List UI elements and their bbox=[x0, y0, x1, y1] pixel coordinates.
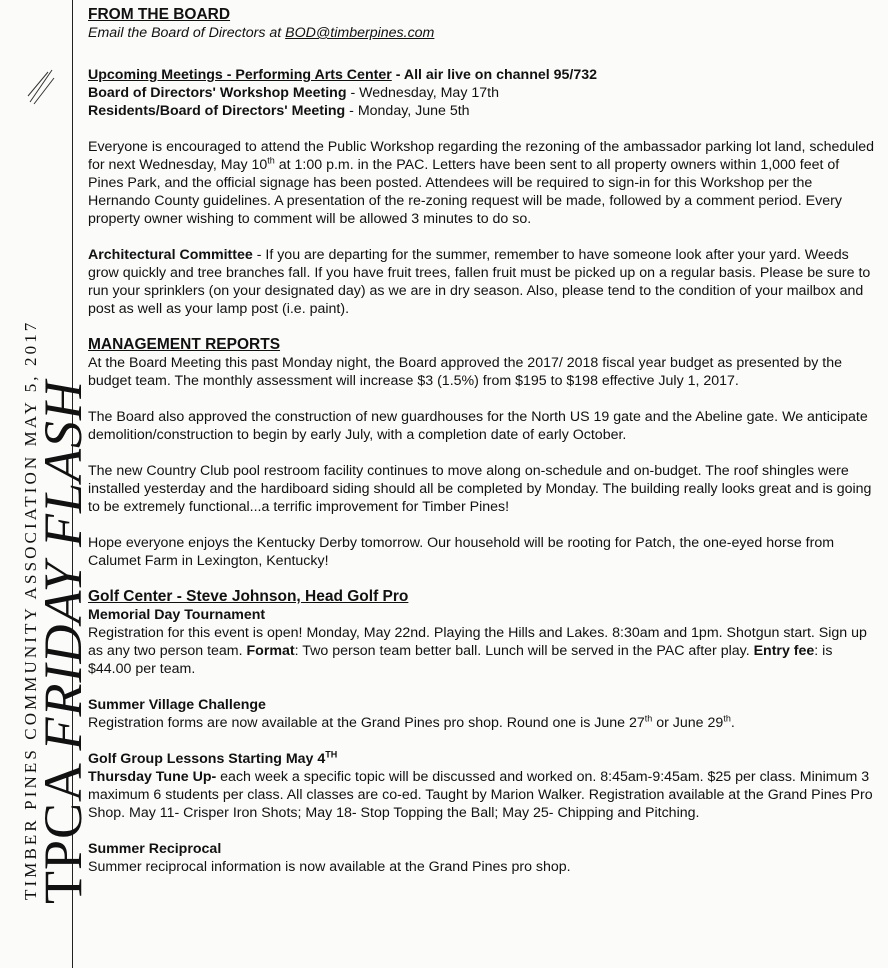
workshop-text-a: Everyone is encouraged to attend the Public Workshop regarding the rezoning of the ambassador parking lot land, scheduled for next Wednesday, May 10 bbox=[88, 139, 875, 173]
summer-challenge-paragraph bbox=[88, 714, 878, 732]
architectural-text: - If you are departing for the summer, remember to have someone look after your yard. Weeds grow quickly and tree branches fall. If you have fruit trees, fallen fruit must be picked up on a regular basis. Please be sure to run your sprinklers (on your designated day) as we are in dry season. Also, please tend to the condition of your mailbox and post as well as your lamp post (i.e. paint). bbox=[88, 247, 871, 317]
meeting-2-date: - Monday, June 5th bbox=[345, 103, 470, 119]
summer-sup-2: th bbox=[723, 713, 731, 724]
workshop-paragraph bbox=[88, 138, 878, 228]
architectural-paragraph bbox=[88, 246, 878, 318]
meetings-heading: Upcoming Meetings - Performing Arts Center bbox=[88, 67, 392, 83]
lessons-title bbox=[88, 750, 878, 768]
memorial-title: Memorial Day Tournament bbox=[88, 607, 266, 623]
masthead-sidebar bbox=[0, 0, 93, 968]
management-heading: MANAGEMENT REPORTS bbox=[88, 336, 281, 353]
meeting-2-name: Residents/Board of Directors' Meeting bbox=[88, 103, 346, 119]
memorial-text-c: : is $44.00 per team. bbox=[88, 643, 833, 677]
meeting-1 bbox=[88, 84, 878, 102]
workshop-text-b: at 1:00 p.m. in the PAC. Letters have been sent to all property owners within 1,000 feet of Pines Park, and the official signage has been posted. Attendees will be required to sign-in for this Workshop per the Hernando County guidelines. A presentation of the re-zoning request will be made, followed by a comment period. Every property owner wishing to comment will be allowed 3 minutes to do so. bbox=[88, 157, 842, 227]
golf-heading: Golf Center - Steve Johnson, Head Golf Pro bbox=[88, 588, 409, 605]
management-para-1: At the Board Meeting this past Monday night, the Board approved the 2017/ 2018 fiscal year budget as presented by the budget team. The monthly assessment will increase $3 (1.5%) from $195 to $198 effective July 1, 2017. bbox=[88, 355, 843, 389]
management-para-3: The new Country Club pool restroom facility continues to move along on-schedule and on-budget. The roof shingles were installed yesterday and the hardiboard siding should all be completed by Monday. The building really looks great and is going to be extremely functional...a terrific improvement for Timber Pines! bbox=[88, 463, 872, 515]
board-heading: FROM THE BOARD bbox=[88, 6, 231, 23]
masthead-title-part2: FRIDAY FLASH bbox=[33, 379, 93, 751]
meeting-1-date: - Wednesday, May 17th bbox=[346, 85, 499, 101]
memorial-text-a: Registration for this event is open! Monday, May 22nd. Playing the Hills and Lakes. 8:30am and 1pm. Shotgun start. Sign up as any two person team. bbox=[88, 625, 867, 659]
newsletter-body bbox=[88, 6, 878, 876]
memorial-text-b: : Two person team better ball. Lunch will be served in the PAC after play. bbox=[294, 643, 754, 659]
board-email-link[interactable]: BOD@timberpines.com bbox=[285, 25, 435, 41]
lessons-title-sup: TH bbox=[325, 749, 338, 760]
summer-challenge-title: Summer Village Challenge bbox=[88, 697, 266, 713]
entry-fee-label: Entry fee bbox=[753, 643, 815, 659]
meeting-2 bbox=[88, 102, 878, 120]
management-para-4: Hope everyone enjoys the Kentucky Derby tomorrow. Our household will be rooting for Patch, the one-eyed horse from Calumet Farm in Lexington, Kentucky! bbox=[88, 535, 835, 569]
lessons-paragraph bbox=[88, 768, 878, 822]
summer-text-b: or June 29 bbox=[652, 715, 724, 731]
summer-text-a: Registration forms are now available at the Grand Pines pro shop. Round one is June 27 bbox=[88, 715, 645, 731]
management-para-2: The Board also approved the construction of new guardhouses for the North US 19 gate and the Abeline gate. We anticipate demolition/construction to begin by early July, with a completion date of early October. bbox=[88, 409, 868, 443]
meeting-1-name: Board of Directors' Workshop Meeting bbox=[88, 85, 347, 101]
tune-up-text: each week a specific topic will be discussed and worked on. 8:45am-9:45am. $25 per class. Minimum 3 maximum 6 students per class. All classes are co-ed. Taught by Marion Walker. Registration available at the Grand Pines Pro Shop. May 11- Crisper Iron Shots; May 18- Stop Topping the Ball; May 25- Chipping and Pitching. bbox=[88, 769, 873, 821]
masthead-title bbox=[33, 379, 93, 904]
summer-sup-1: th bbox=[644, 713, 653, 724]
masthead-title-part1: TPCA bbox=[33, 750, 93, 904]
board-email-line bbox=[88, 24, 878, 42]
email-prefix: Email the Board of Directors at bbox=[88, 25, 286, 41]
masthead-org-line: TIMBER PINES COMMUNITY ASSOCIATION MAY 5, 2017 bbox=[21, 319, 40, 900]
memorial-paragraph bbox=[88, 624, 878, 678]
tune-up-label: Thursday Tune Up- bbox=[88, 769, 217, 785]
reciprocal-paragraph: Summer reciprocal information is now available at the Grand Pines pro shop. bbox=[88, 859, 571, 875]
workshop-sup: th bbox=[267, 155, 275, 166]
reciprocal-title: Summer Reciprocal bbox=[88, 841, 222, 857]
architectural-label: Architectural Committee bbox=[88, 247, 253, 263]
lessons-title-text: Golf Group Lessons Starting May 4 bbox=[88, 751, 326, 767]
summer-text-c: . bbox=[730, 715, 735, 731]
meetings-note: - All air live on channel 95/732 bbox=[391, 67, 598, 83]
pen-mark-icon bbox=[26, 66, 56, 106]
format-label: Format bbox=[246, 643, 295, 659]
meetings-heading-line bbox=[88, 66, 878, 84]
